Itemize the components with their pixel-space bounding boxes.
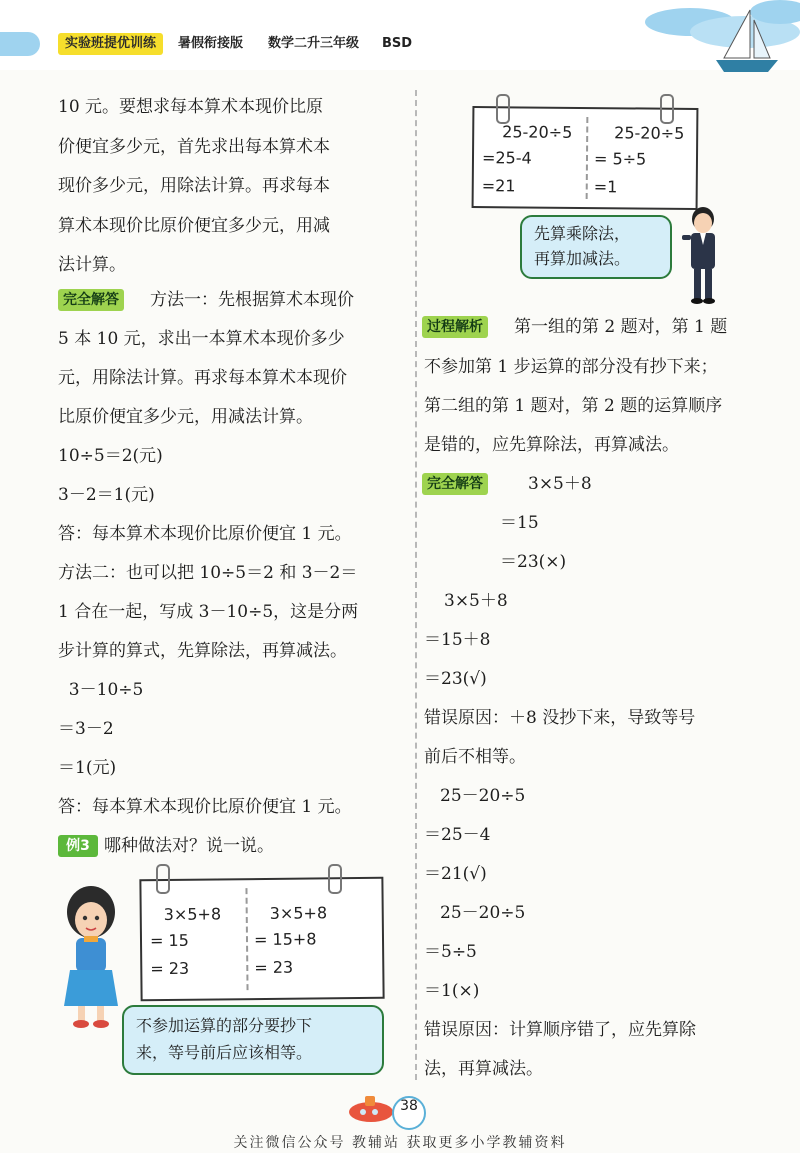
example-badge: 例3 (58, 835, 98, 857)
paper-clip-icon (660, 94, 674, 124)
bubble-right-line-2: 再算加减法。 (534, 249, 631, 268)
intro-line-1: 10 元。要想求每本算术本现价比原 (58, 97, 324, 117)
card-left-1: 3×5+8 (163, 904, 222, 925)
process-first-line: 第一组的第 2 题对，第 1 题 (514, 317, 728, 337)
process-line-2: 第二组的第 1 题对，第 2 题的运算顺序 (424, 396, 723, 416)
bubble-left-line-2: 来，等号前后应该相等。 (136, 1043, 313, 1062)
answer-first-line: 方法一：先根据算术本现价 (150, 290, 354, 310)
answer-right-line-4: ＝15＋8 (424, 630, 491, 650)
paper-clip-icon (328, 864, 342, 894)
bubble-right-line-1: 先算乘除法， (534, 224, 631, 243)
answer-right-first-line: 3×5＋8 (528, 474, 592, 494)
paper-clip-icon (156, 864, 170, 894)
sailboat-icon (620, 0, 800, 80)
bubble-left-line-1: 不参加运算的部分要抄下 (136, 1016, 313, 1035)
rcard-left-1: 25-20÷5 (502, 122, 573, 142)
answer-line-2: 元，用除法计算。再求每本算术本现价 (58, 368, 347, 388)
intro-line-4: 算术本现价比原价便宜多少元，用减 (58, 215, 330, 236)
intro-line-5: 法计算。 (58, 255, 126, 275)
card-left-3: = 23 (150, 958, 190, 979)
submarine-icon (345, 1092, 397, 1126)
answer-right-line-6: 错误原因：＋8 没抄下来，导致等号 (424, 708, 696, 728)
answer-badge-left: 完全解答 (58, 289, 124, 311)
page-number: 38 (392, 1096, 426, 1130)
card-right-3: = 23 (254, 957, 294, 978)
answer-right-line-13: ＝1(×) (424, 981, 480, 1001)
answer-line-13: 答：每本算术本现价比原价便宜 1 元。 (58, 797, 352, 817)
answer-right-line-9: ＝25－4 (424, 825, 491, 845)
rcard-right-2: = 5÷5 (593, 149, 647, 169)
girl-character-icon (56, 880, 126, 1030)
rcard-right-3: =1 (593, 177, 618, 197)
answer-right-line-1: ＝15 (500, 513, 539, 533)
paper-clip-icon (496, 94, 510, 124)
rcard-left-2: =25-4 (481, 148, 532, 168)
footer-note: 关注微信公众号 教辅站 获取更多小学教辅资料 (233, 1135, 567, 1151)
answer-right-line-14: 错误原因：计算顺序错了，应先算除 (424, 1020, 696, 1040)
process-badge: 过程解析 (422, 316, 488, 338)
answer-right-line-7: 前后不相等。 (424, 747, 526, 767)
answer-right-line-15: 法，再算减法。 (424, 1059, 543, 1079)
answer-badge-right: 完全解答 (422, 473, 488, 495)
series-tag: 实验班提优训练 (58, 33, 163, 55)
header-accent (0, 32, 40, 56)
answer-line-8: 1 合在一起，写成 3－10÷5，这是分两 (58, 602, 359, 622)
rcard-right-1: 25-20÷5 (614, 123, 685, 143)
teacher-character-icon (678, 205, 724, 305)
answer-right-line-10: ＝21(√) (424, 864, 487, 884)
answer-line-9: 步计算的算式，先算除法，再算减法。 (58, 641, 347, 661)
answer-right-line-12: ＝5÷5 (424, 942, 477, 962)
process-line-1: 不参加第 1 步运算的部分没有抄下来； (424, 357, 718, 377)
answer-right-line-11: 25－20÷5 (440, 903, 526, 923)
answer-right-line-3: 3×5＋8 (444, 591, 508, 611)
tip-bubble-right (520, 215, 672, 279)
column-divider (415, 90, 417, 1080)
edition-label: 暑假衔接版 (178, 36, 244, 51)
answer-right-line-2: ＝23(×) (500, 552, 567, 572)
answer-line-6: 答：每本算术本现价比原价便宜 1 元。 (58, 524, 352, 544)
answer-line-12: ＝1(元) (58, 758, 117, 778)
publisher-label: BSD (382, 36, 413, 51)
answer-line-10: 3－10÷5 (58, 680, 144, 700)
card-left-2: = 15 (149, 930, 189, 951)
tip-bubble-left (122, 1005, 384, 1075)
card-right-2: = 15+8 (253, 929, 317, 950)
answer-line-7: 方法二：也可以把 10÷5＝2 和 3－2＝ (58, 563, 358, 583)
answer-line-1: 5 本 10 元，求出一本算术本现价多少 (58, 329, 345, 349)
answer-line-4: 10÷5＝2(元) (58, 446, 163, 466)
intro-line-3: 现价多少元，用除法计算。再求每本 (58, 176, 330, 196)
card-right-1: 3×5+8 (269, 903, 328, 923)
answer-line-11: ＝3－2 (58, 719, 114, 739)
answer-right-line-5: ＝23(√) (424, 669, 487, 689)
answer-right-line-8: 25－20÷5 (440, 786, 526, 806)
subject-label: 数学二升三年级 (268, 36, 360, 51)
answer-line-3: 比原价便宜多少元，用减法计算。 (58, 407, 313, 427)
process-line-3: 是错的，应先算除法，再算减法。 (424, 435, 679, 455)
example-work-card (139, 877, 384, 1002)
rcard-left-3: =21 (481, 176, 516, 196)
answer-line-5: 3－2＝1(元) (58, 485, 155, 505)
intro-line-2: 价便宜多少元，首先求出每本算术本 (58, 136, 330, 157)
example-question: 哪种做法对？说一说。 (104, 836, 274, 856)
